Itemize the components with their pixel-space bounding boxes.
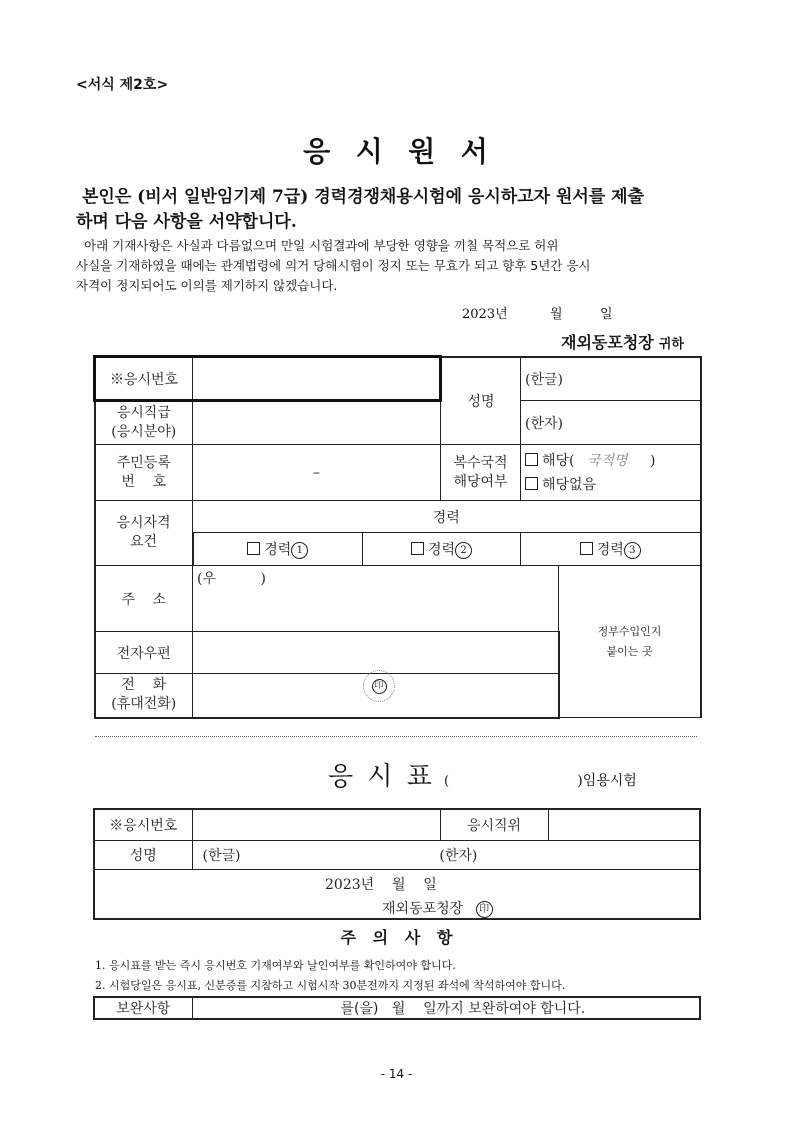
revenue-stamp-area [559, 566, 701, 718]
position-label-line-1: 응시직급 [116, 405, 171, 421]
phone-label-line-2: (휴대전화) [111, 696, 177, 713]
phone-label-line-1: 전 화 [121, 677, 167, 694]
dual-nationality-label [441, 445, 521, 501]
supplement-text[interactable]: 를(을) 월 일까지 보완하여야 합니다. [192, 997, 700, 1019]
ticket-issue-cell [94, 869, 700, 919]
nationality-hint: 국적명 [586, 452, 628, 469]
cut-line [95, 736, 697, 737]
ticket-name-hanja: (한자) [439, 847, 478, 864]
qual-label-line-1: 응시자격 [116, 515, 171, 531]
qual-label-line-2: 요건 [129, 534, 158, 550]
qualification-label [95, 501, 193, 566]
oath-line-3: 자격이 정지되어도 이의를 제기하지 않겠습니다. [76, 278, 338, 293]
supplement-table [93, 996, 701, 1020]
resident-label-line-2: 번 호 [121, 473, 167, 490]
circled-number-icon: 3 [624, 542, 641, 559]
dual-nationality-options [521, 445, 701, 501]
career-header: 경력 [193, 501, 701, 533]
name-label: 성명 [441, 357, 521, 445]
checkbox-icon[interactable] [411, 542, 424, 555]
dual-label-line-2: 해당여부 [453, 473, 508, 490]
application-table [93, 355, 702, 719]
resident-label-line-1: 주민등록 [116, 454, 171, 471]
ticket-name-field[interactable] [192, 840, 700, 869]
ticket-position-field[interactable] [548, 809, 700, 840]
resident-number-field[interactable]: – [193, 445, 441, 501]
ticket-exam-no-label: ※응시번호 [94, 809, 192, 840]
circled-number-icon: 1 [291, 542, 308, 559]
form-id: <서식 제2호> [76, 77, 169, 93]
phone-label [95, 674, 193, 718]
ticket-table [93, 808, 701, 920]
email-field[interactable] [193, 632, 559, 674]
stamp-text-1: 정부수입인지 [597, 624, 662, 638]
resident-label [95, 445, 193, 501]
ticket-title-row: 응 시 표 ( )임용시험 [328, 762, 637, 792]
address-label: 주 소 [95, 566, 193, 632]
exam-no-field[interactable] [193, 357, 441, 401]
circled-number-icon: 2 [455, 542, 472, 559]
oath-line-2: 사실을 기재하였을 때에는 관계법령에 의거 당해시험이 정지 또는 무효가 되고 향후 5년간 응시 [76, 258, 591, 273]
ticket-position-label: 응시직위 [440, 809, 548, 840]
exam-no-label: ※응시번호 [95, 357, 193, 401]
phone-field[interactable] [193, 674, 559, 718]
career-option-2[interactable]: 경력 2 [363, 533, 521, 566]
date-year: 2023년 [462, 307, 508, 322]
career-option-3[interactable]: 경력 3 [521, 533, 701, 566]
ticket-name-korean: (한글) [202, 847, 241, 864]
date-day: 일 [600, 307, 613, 322]
dual-option-yes[interactable]: 해당( 국적명 ) [525, 449, 696, 473]
career-option-1[interactable]: 경력 1 [193, 533, 363, 566]
notes-heading: 주 의 사 항 [340, 928, 453, 947]
checkbox-icon[interactable] [580, 542, 593, 555]
addressee-name: 재외동포청장 [561, 333, 654, 352]
dual-label-line-1: 복수국적 [453, 454, 508, 471]
checkbox-icon[interactable] [525, 477, 538, 490]
page-number: - 14 - [380, 1067, 413, 1081]
declaration-line-1: 본인은 (비서 일반임기제 7급) 경력경쟁채용시험에 응시하고자 원서를 제출 [82, 187, 645, 207]
position-label [95, 401, 193, 445]
ticket-issuer: 재외동포청장 [382, 900, 464, 917]
position-label-line-2: (응시분야) [111, 424, 177, 440]
checkbox-icon[interactable] [247, 542, 260, 555]
ticket-subtitle: )임용시험 [577, 773, 637, 789]
page-title: 응 시 원 서 [303, 135, 490, 168]
stamp-text-2: 붙이는 곳 [606, 644, 653, 658]
note-item-1: 1. 응시표를 받는 즉시 응시번호 기재여부와 날인여부를 확인하여야 합니다. [95, 959, 456, 972]
date-month: 월 [550, 307, 563, 322]
seal-icon: 印 [363, 670, 395, 702]
ticket-exam-no-field[interactable] [192, 809, 440, 840]
oath-line-1: 아래 기재사항은 사실과 다름없으며 만일 시험결과에 부당한 영향을 끼칠 목적으로 허위 [84, 238, 559, 253]
ticket-date: 2023년 월 일 [325, 876, 437, 893]
email-label: 전자우편 [95, 632, 193, 674]
note-item-2: 2. 시험당일은 응시표, 신분증를 지참하고 시험시작 30분전까지 지정된 좌석에 착석하여야 합니다. [95, 979, 566, 992]
checkbox-icon[interactable] [525, 453, 538, 466]
position-field[interactable] [193, 401, 441, 445]
addressee [561, 330, 684, 353]
dual-option-no[interactable]: 해당없음 [525, 473, 696, 497]
seal-icon: 印 [476, 901, 493, 918]
ticket-title: 응 시 표 [328, 762, 435, 792]
ticket-name-label: 성명 [94, 840, 192, 869]
address-field[interactable]: (우 ) [193, 566, 559, 632]
declaration-line-2: 하며 다음 사항을 서약합니다. [76, 212, 297, 232]
name-hanja-field[interactable]: (한자) [521, 401, 701, 445]
name-korean-field[interactable]: (한글) [521, 357, 701, 401]
addressee-suffix: 귀하 [658, 337, 684, 352]
supplement-label: 보완사항 [94, 997, 192, 1019]
ticket-issuer-row [382, 898, 493, 918]
